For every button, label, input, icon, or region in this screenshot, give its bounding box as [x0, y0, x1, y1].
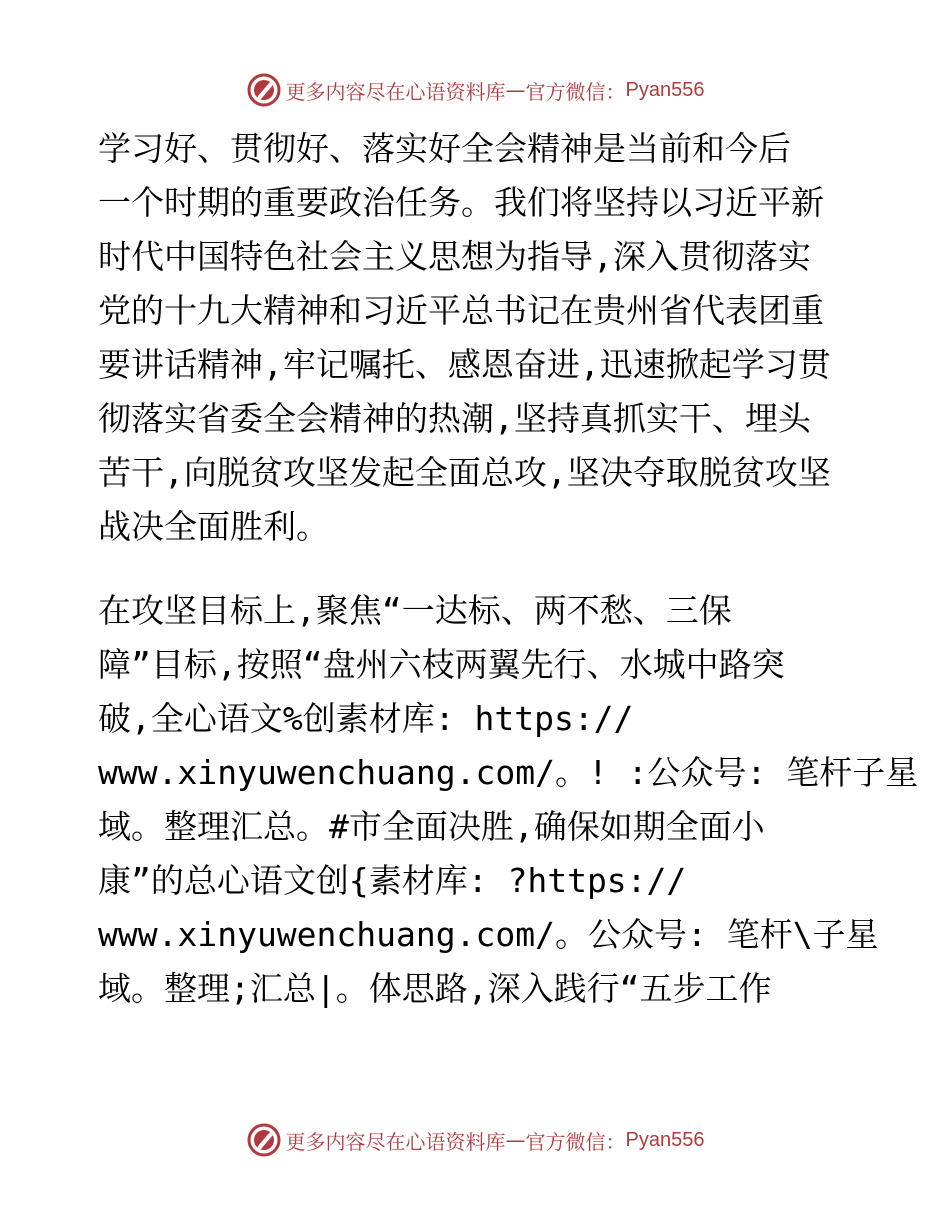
text-line: www.xinyuwenchuang.com/。! :公众号: 笔杆子星 [98, 753, 919, 792]
text-line: 康”的总心语文创{素材库: ?https:// [98, 861, 687, 900]
text-line: 破,全心语文%创素材库: https:// [98, 699, 634, 738]
header-wechat-id: Pyan556 [625, 78, 705, 101]
pen-seal-logo-icon [246, 1122, 282, 1158]
text-line: 一个时期的重要政治任务。我们将坚持以习近平新 [98, 183, 824, 222]
header-site-text: 更多内容尽在心语资料库 [285, 79, 506, 104]
footer-wechat-label: 官方微信： [525, 1129, 626, 1154]
text-line: www.xinyuwenchuang.com/。公众号: 笔杆\子星 [98, 915, 879, 954]
text-line: 在攻坚目标上,聚焦“一达标、两不愁、三保 [98, 591, 732, 630]
text-line: 彻落实省委全会精神的热潮,坚持真抓实干、埋头 [98, 399, 811, 438]
text-line: 要讲话精神,牢记嘱托、感恩奋进,迅速掀起学习贯 [98, 345, 831, 384]
text-line: 域。整理;汇总|。体思路,深入践行“五步工作 [98, 969, 772, 1008]
footer-banner [0, 1118, 950, 1162]
text-line: 战决全面胜利。 [98, 507, 329, 546]
text-line: 时代中国特色社会主义思想为指导,深入贯彻落实 [98, 237, 811, 276]
text-line: 障”目标,按照“盘州六枝两翼先行、水城中路突 [98, 645, 785, 684]
document-body [98, 122, 919, 1016]
text-line: 苦干,向脱贫攻坚发起全面总攻,坚决夺取脱贫攻坚 [98, 453, 831, 492]
text-line: 学习好、贯彻好、落实好全会精神是当前和今后 [98, 129, 791, 168]
pen-seal-logo-icon [246, 72, 282, 108]
text-line: 域。整理汇总。#市全面决胜,确保如期全面小 [98, 807, 765, 846]
header-banner [0, 68, 950, 112]
header-wechat-label: 官方微信： [525, 79, 626, 104]
footer-wechat-id: Pyan556 [625, 1128, 705, 1151]
paragraph-1 [98, 122, 858, 554]
paragraph-2 [98, 584, 919, 1016]
paragraph-spacer [98, 554, 858, 584]
footer-site-text: 更多内容尽在心语资料库 [285, 1129, 506, 1154]
footer-separator: — [505, 1128, 526, 1152]
text-line: 党的十九大精神和习近平总书记在贵州省代表团重 [98, 291, 824, 330]
header-separator: — [505, 78, 526, 102]
